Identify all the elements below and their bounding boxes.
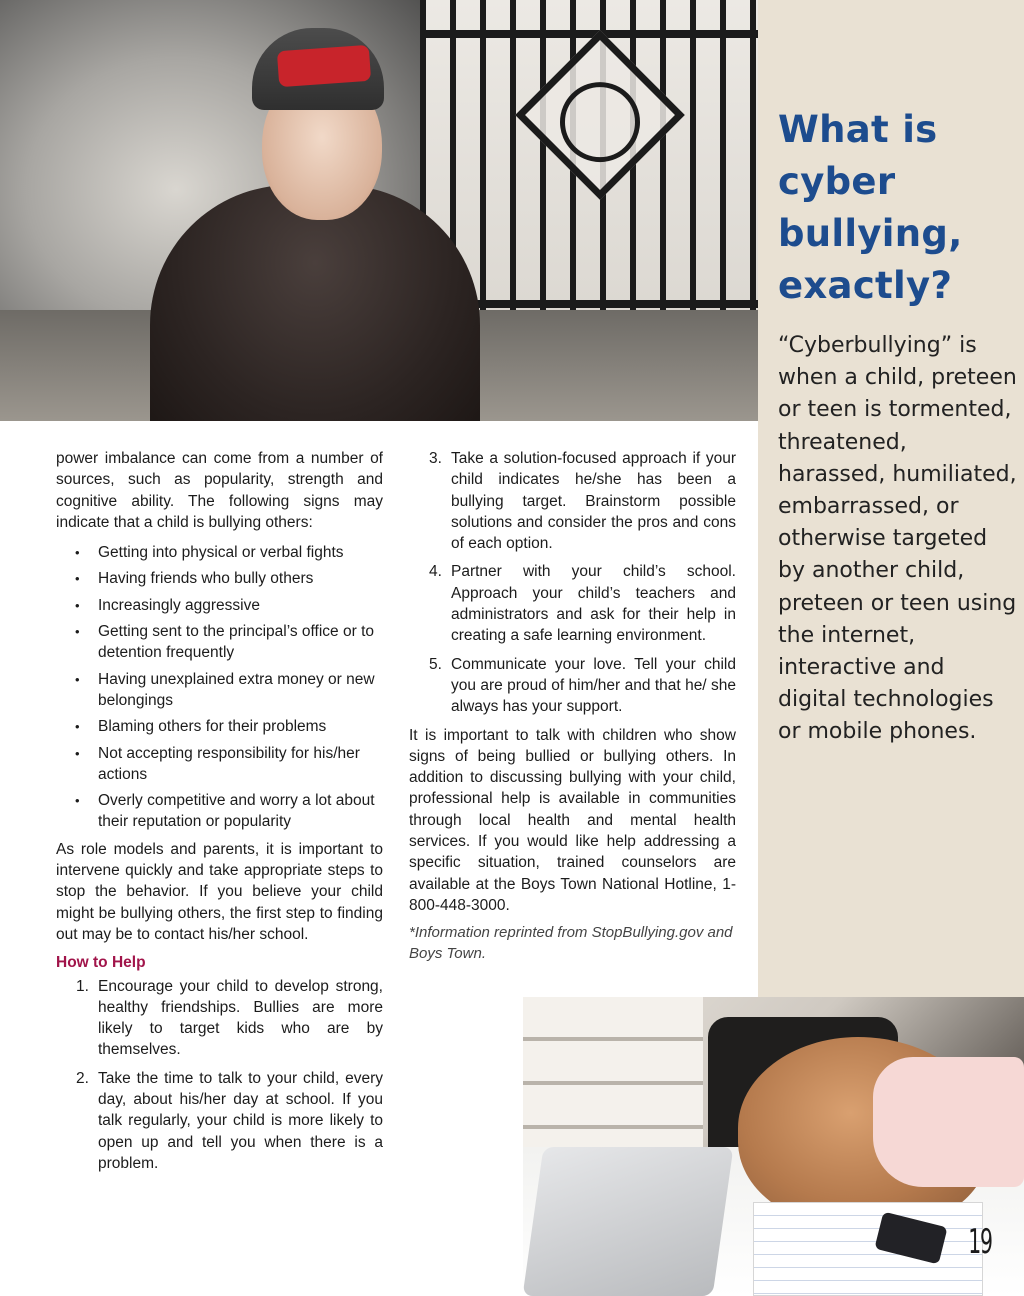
list-item: • Increasingly aggressive [56, 595, 383, 616]
help-step [409, 448, 736, 554]
photo-boy-at-gate [0, 0, 758, 421]
help-step [409, 561, 736, 646]
photo-girl-arm [873, 1057, 1024, 1187]
photo-laptop [523, 1147, 733, 1296]
page-number: 19 [968, 1222, 992, 1262]
list-item: • Getting into physical or verbal fights [56, 542, 383, 563]
photo-gate-rail [420, 30, 758, 38]
left-column [56, 448, 383, 1181]
step-number: 5. [429, 655, 442, 673]
list-item: • Not accepting responsibility for his/her actions [56, 743, 383, 786]
how-to-help-heading: How to Help [56, 954, 146, 972]
step-number: 3. [429, 450, 442, 467]
list-item: • Getting sent to the principal’s office or to detention frequently [56, 621, 383, 664]
list-item: • Overly competitive and worry a lot about their reputation or popularity [56, 790, 383, 833]
help-step [56, 976, 383, 1061]
photo-boy-jacket [150, 185, 480, 421]
source-credit: *Information reprinted from StopBullying.gov and Boys Town. [409, 924, 733, 963]
list-item: • Having unexplained extra money or new belongings [56, 669, 383, 712]
step-text: Take the time to talk to your child, every day, about his/her day at school. If you talk regularly, your child is more likely to open up and tell you when there is a problem. [98, 1069, 383, 1172]
sidebar-definition: “Cyberbullying” is when a child, preteen or teen is tormented, threatened, harassed, humiliated, embarrassed, or otherwise targeted by another child, preteen or teen using the internet, interactive and digital technologies or mobile phones. [778, 333, 1017, 745]
sidebar-title: What is cyber bullying, exactly? [778, 108, 963, 307]
help-step [409, 654, 736, 718]
photo-notebook [753, 1202, 983, 1296]
middle-column [409, 448, 736, 964]
photo-girl-at-laptop [523, 997, 1024, 1296]
help-steps-list-continued [409, 448, 736, 718]
step-text: Partner with your child’s school. Approach your child’s teachers and administrators and ask for their help in creating a safe learning environment. [451, 563, 736, 645]
sidebar [758, 0, 1024, 997]
closing-paragraph: It is important to talk with children who show signs of being bullied or bullying others. In addition to discussing bullying with your child, professional help is available in communities through local health and mental health services. If you would like help addressing a specific situation, trained counselors are available at the Boys Town National Hotline, 1-800-448-3000. [409, 726, 736, 914]
step-text: Communicate your love. Tell your child you are proud of him/her and that he/ she always has your support. [451, 655, 736, 716]
step-text: Encourage your child to develop strong, healthy friendships. Bullies are more likely to target kids who are by themselves. [98, 977, 383, 1059]
role-models-paragraph: As role models and parents, it is important to intervene quickly and take appropriate steps to stop the behavior. If you believe your child might be bullying others, the first step to finding out may be to contact his/her school. [56, 840, 383, 943]
list-item: • Blaming others for their problems [56, 716, 383, 737]
help-step [56, 1068, 383, 1174]
step-number: 4. [429, 563, 442, 581]
photo-hat-logo [277, 45, 371, 87]
signs-list [56, 542, 383, 833]
step-number: 1. [76, 977, 89, 995]
intro-paragraph: power imbalance can come from a number of sources, such as popularity, strength and cognitive ability. The following signs may indicate that a child is bullying others: [56, 450, 383, 531]
step-number: 2. [76, 1069, 89, 1087]
list-item: • Having friends who bully others [56, 568, 383, 589]
step-text: Take a solution-focused approach if your child indicates he/she has been a bullying target. Brainstorm possible solutions and consider the pros and cons of each option. [451, 450, 736, 553]
help-steps-list [56, 976, 383, 1175]
